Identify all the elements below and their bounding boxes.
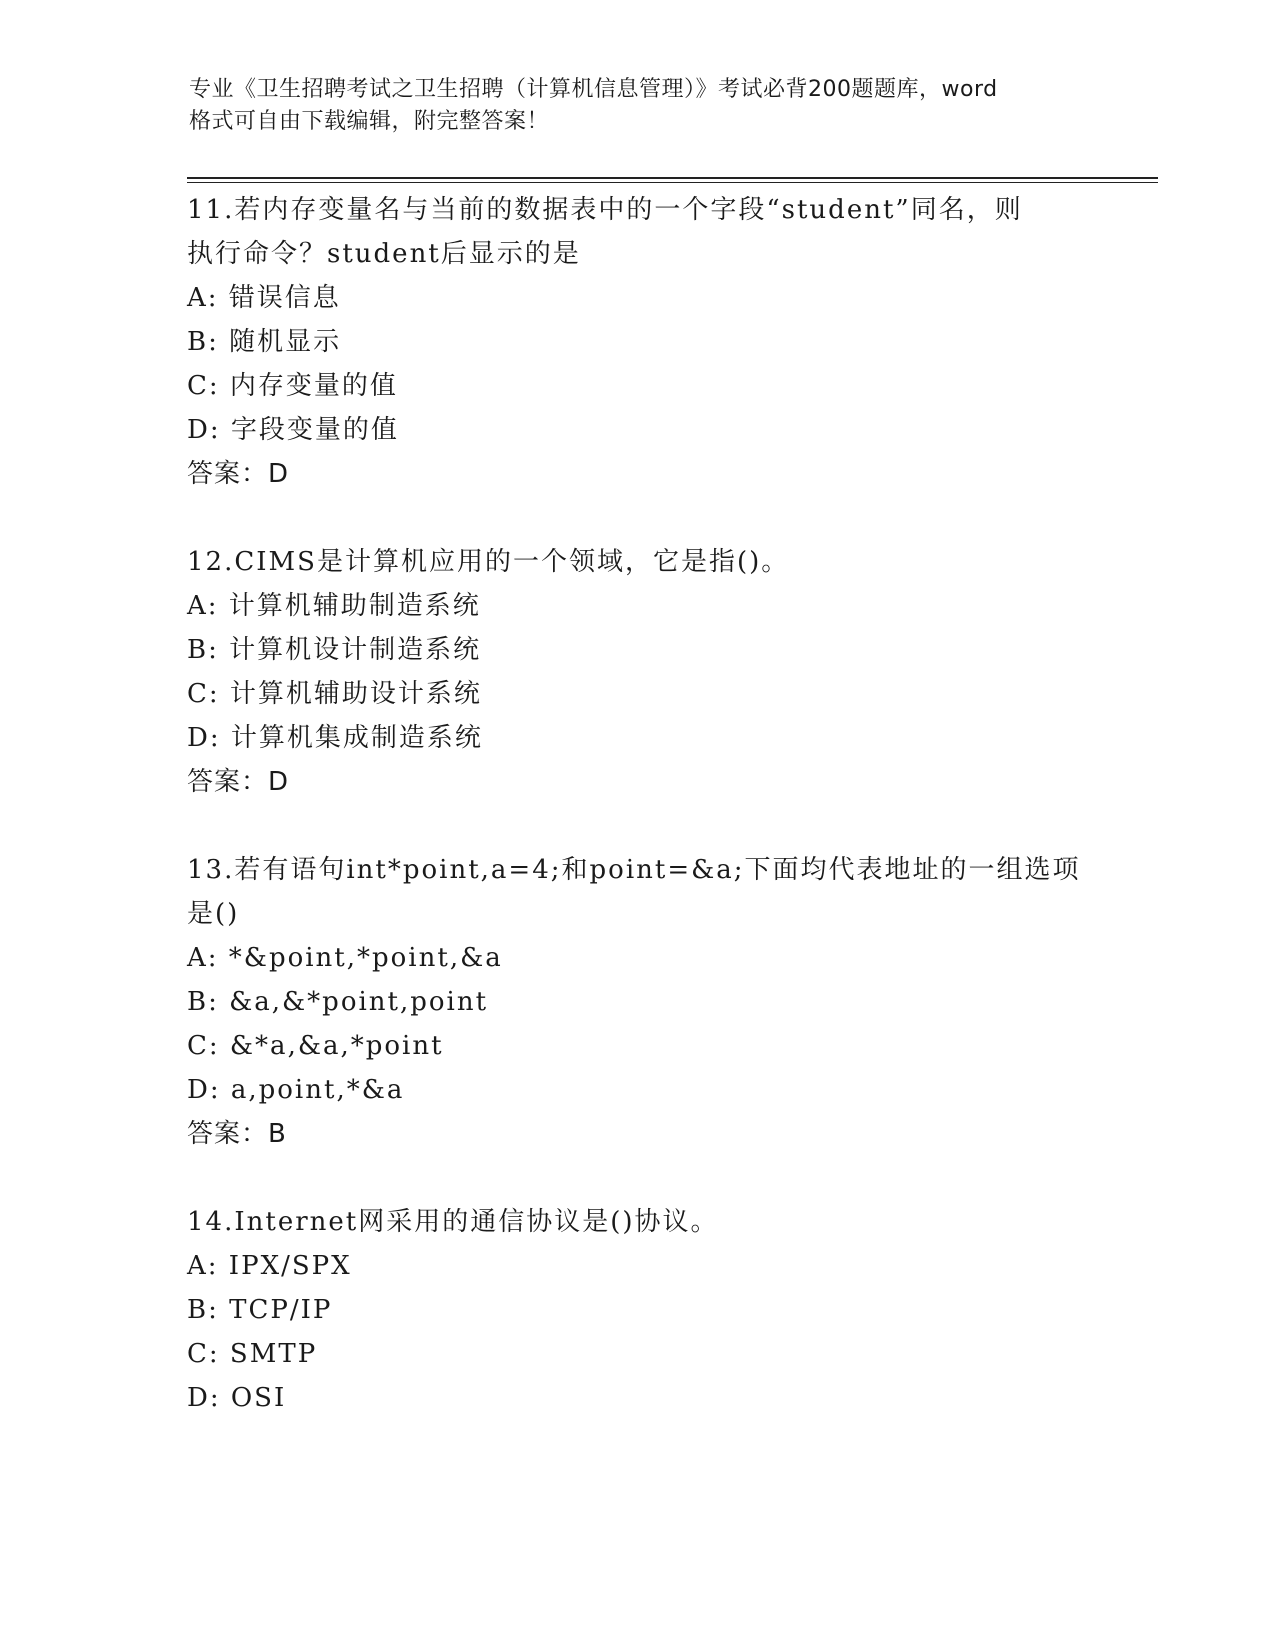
question-stem: 13.若有语句int*point,a=4;和point=&a;下面均代表地址的一组选项 <box>187 855 1081 885</box>
question-stem-continued: 是() <box>187 899 240 929</box>
option-c: C: 内存变量的值 <box>187 371 398 401</box>
option-a: A: 错误信息 <box>187 283 341 313</box>
option-c: C: SMTP <box>187 1339 318 1369</box>
document-header <box>189 74 1089 138</box>
question-stem: 12.CIMS是计算机应用的一个领域，它是指()。 <box>187 547 790 577</box>
option-b: B: 随机显示 <box>187 327 342 357</box>
option-d: D: OSI <box>187 1383 287 1413</box>
option-c: C: &*a,&a,*point <box>187 1031 444 1061</box>
option-d: D: a,point,*&a <box>187 1075 405 1105</box>
option-a: A: *&point,*point,&a <box>187 943 503 973</box>
answer-label: 答案：B <box>187 1119 287 1149</box>
header-line-1: 专业《卫生招聘考试之卫生招聘（计算机信息管理）》考试必背200题题库，word <box>189 77 998 102</box>
option-d: D: 计算机集成制造系统 <box>187 723 483 753</box>
answer-label: 答案：D <box>187 767 290 797</box>
option-b: B: TCP/IP <box>187 1295 333 1325</box>
question-stem: 14.Internet网采用的通信协议是()协议。 <box>187 1207 719 1237</box>
option-d: D: 字段变量的值 <box>187 415 399 445</box>
option-a: A: IPX/SPX <box>187 1251 352 1281</box>
header-line-2: 格式可自由下载编辑，附完整答案！ <box>189 109 550 134</box>
option-a: A: 计算机辅助制造系统 <box>187 591 481 621</box>
option-b: B: 计算机设计制造系统 <box>187 635 482 665</box>
option-c: C: 计算机辅助设计系统 <box>187 679 482 709</box>
option-b: B: &a,&*point,point <box>187 987 489 1017</box>
question-stem-continued: 执行命令？student后显示的是 <box>187 239 581 269</box>
question-stem: 11.若内存变量名与当前的数据表中的一个字段“student”同名，则 <box>187 195 1023 225</box>
header-divider <box>187 177 1158 183</box>
answer-label: 答案：D <box>187 459 290 489</box>
